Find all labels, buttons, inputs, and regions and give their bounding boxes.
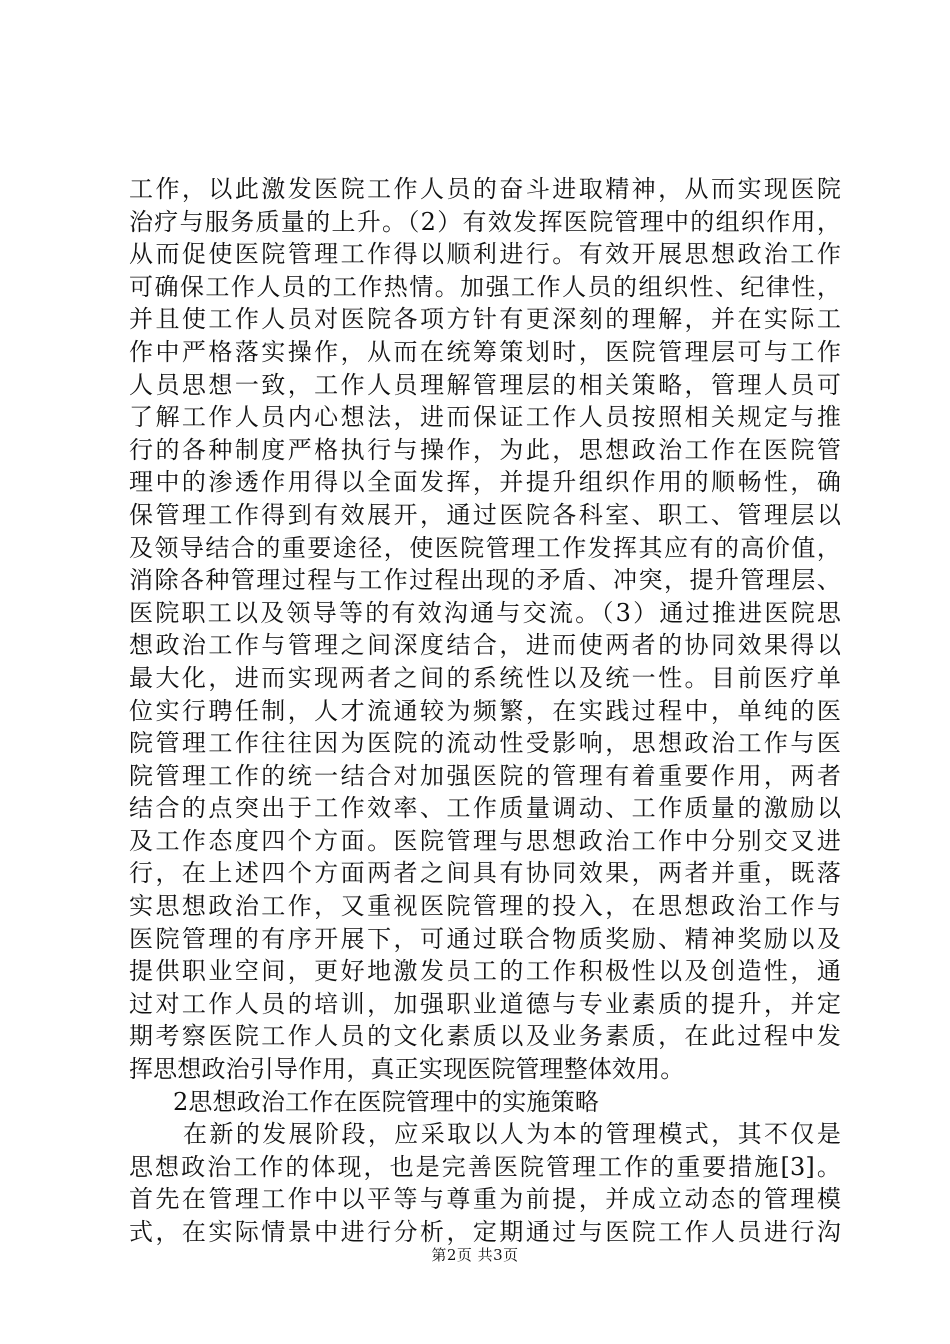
text-line: 治疗与服务质量的上升。（2）有效发挥医院管理中的组织作用，: [129, 207, 841, 236]
text-line: 过对工作人员的培训，加强职业道德与专业素质的提升，并定: [129, 989, 841, 1018]
text-line: 在新的发展阶段，应采取以人为本的管理模式，其不仅是: [183, 1120, 841, 1149]
text-line: 工作，以此激发医院工作人员的奋斗进取精神，从而实现医院: [129, 175, 841, 203]
text-line: 院管理工作的统一结合对加强医院的管理有着重要作用，两者: [129, 761, 841, 790]
text-line: 人员思想一致，工作人员理解管理层的相关策略，管理人员可: [129, 370, 841, 399]
text-line: 行的各种制度严格执行与操作，为此，思想政治工作在医院管: [129, 435, 841, 464]
text-line: 式，在实际情景中进行分析，定期通过与医院工作人员进行沟: [129, 1218, 841, 1246]
text-line: 挥思想政治引导作用，真正实现医院管理整体效用。: [129, 1055, 685, 1084]
text-line: 结合的点突出于工作效率、工作质量调动、工作质量的激励以: [129, 794, 841, 823]
text-line: 思想政治工作的体现，也是完善医院管理工作的重要措施[3]。: [129, 1152, 841, 1181]
text-line: 可确保工作人员的工作热情。加强工作人员的组织性、纪律性，: [129, 272, 841, 301]
page-footer: 第2页 共3页: [431, 1246, 519, 1264]
text-line: 想政治工作与管理之间深度结合，进而使两者的协同效果得以: [129, 631, 841, 660]
text-line: 从而促使医院管理工作得以顺利进行。有效开展思想政治工作: [129, 240, 841, 269]
document-body: [129, 173, 841, 1249]
text-line: 医院管理的有序开展下，可通过联合物质奖励、精神奖励以及: [129, 924, 841, 953]
text-line: 提供职业空间，更好地激发员工的工作积极性以及创造性，通: [129, 957, 841, 986]
text-line: 医院职工以及领导等的有效沟通与交流。（3）通过推进医院思: [129, 598, 841, 627]
text-line: 院管理工作往往因为医院的流动性受影响，思想政治工作与医: [129, 729, 841, 758]
text-line: 了解工作人员内心想法，进而保证工作人员按照相关规定与推: [129, 403, 841, 432]
text-line: 及工作态度四个方面。医院管理与思想政治工作中分别交叉进: [129, 826, 841, 855]
text-line: 期考察医院工作人员的文化素质以及业务素质，在此过程中发: [129, 1022, 841, 1051]
text-line: 作中严格落实操作，从而在统筹策划时，医院管理层可与工作: [129, 337, 841, 366]
text-line: 位实行聘任制，人才流通较为频繁，在实践过程中，单纯的医: [129, 696, 841, 725]
text-line: 行，在上述四个方面两者之间具有协同效果，两者并重，既落: [129, 859, 841, 888]
text-line: 并且使工作人员对医院各项方针有更深刻的理解，并在实际工: [129, 305, 841, 334]
section-heading: 2思想政治工作在医院管理中的实施策略: [173, 1087, 599, 1116]
text-line: 及领导结合的重要途径，使医院管理工作发挥其应有的高价值，: [129, 533, 841, 562]
text-line: 首先在管理工作中以平等与尊重为前提，并成立动态的管理模: [129, 1185, 841, 1214]
text-line: 消除各种管理过程与工作过程出现的矛盾、冲突，提升管理层、: [129, 566, 841, 595]
text-line: 最大化，进而实现两者之间的系统性以及统一性。目前医疗单: [129, 663, 841, 692]
text-line: 理中的渗透作用得以全面发挥，并提升组织作用的顺畅性，确: [129, 468, 841, 497]
text-line: 实思想政治工作，又重视医院管理的投入，在思想政治工作与: [129, 892, 841, 921]
text-line: 保管理工作得到有效展开，通过医院各科室、职工、管理层以: [129, 500, 841, 529]
